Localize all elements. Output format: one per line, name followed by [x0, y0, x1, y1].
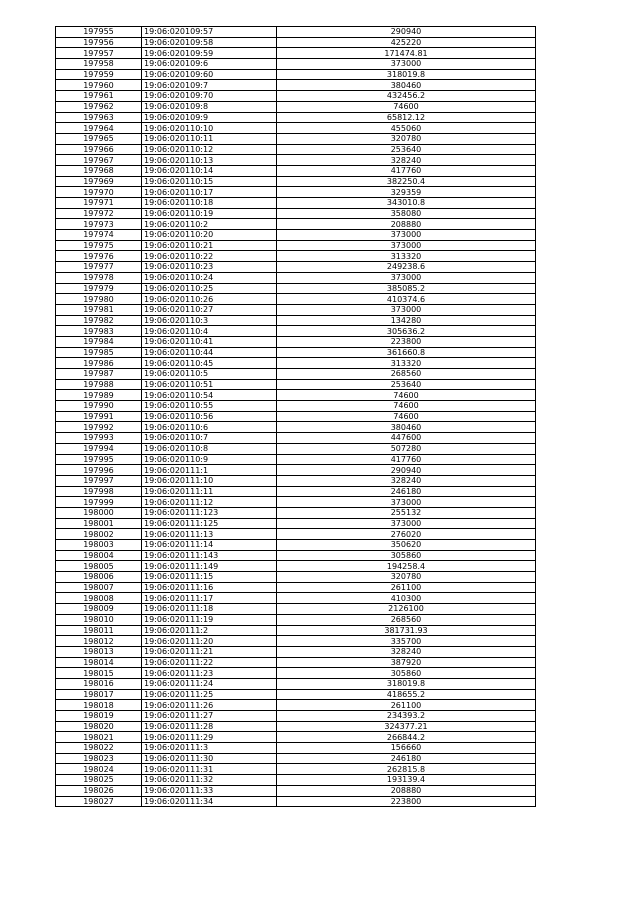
row-id-cell: 198006 [56, 572, 142, 583]
cadastral-number-cell: 19:06:020110:7 [142, 433, 277, 444]
table-row [56, 593, 536, 604]
row-id-cell: 198024 [56, 764, 142, 775]
table-row [56, 700, 536, 711]
table-row [56, 283, 536, 294]
cadastral-number-cell: 19:06:020110:44 [142, 347, 277, 358]
value-cell: 74600 [277, 411, 536, 422]
cadastral-number-cell: 19:06:020110:56 [142, 411, 277, 422]
cadastral-number-cell: 19:06:020111:18 [142, 604, 277, 615]
cadastral-number-cell: 19:06:020110:23 [142, 262, 277, 273]
value-cell: 373000 [277, 304, 536, 315]
value-cell: 380460 [277, 422, 536, 433]
row-id-cell: 197960 [56, 80, 142, 91]
row-id-cell: 197999 [56, 497, 142, 508]
cadastral-number-cell: 19:06:020111:125 [142, 518, 277, 529]
table-row [56, 251, 536, 262]
table-row [56, 133, 536, 144]
table-row [56, 240, 536, 251]
cadastral-number-cell: 19:06:020109:8 [142, 101, 277, 112]
cadastral-number-cell: 19:06:020110:2 [142, 219, 277, 230]
table-row [56, 743, 536, 754]
table-row [56, 582, 536, 593]
value-cell: 387920 [277, 657, 536, 668]
value-cell: 208880 [277, 219, 536, 230]
value-cell: 320780 [277, 133, 536, 144]
table-row [56, 785, 536, 796]
table-row [56, 59, 536, 70]
row-id-cell: 197962 [56, 101, 142, 112]
cadastral-number-cell: 19:06:020111:143 [142, 550, 277, 561]
value-cell: 246180 [277, 753, 536, 764]
table-row [56, 272, 536, 283]
row-id-cell: 197998 [56, 486, 142, 497]
value-cell: 290940 [277, 465, 536, 476]
cadastral-number-cell: 19:06:020110:14 [142, 165, 277, 176]
cadastral-number-cell: 19:06:020111:27 [142, 711, 277, 722]
cadastral-number-cell: 19:06:020111:2 [142, 625, 277, 636]
row-id-cell: 197982 [56, 315, 142, 326]
value-cell: 417760 [277, 165, 536, 176]
cadastral-number-cell: 19:06:020111:12 [142, 497, 277, 508]
table-row [56, 657, 536, 668]
table-row [56, 112, 536, 123]
table-row [56, 572, 536, 583]
table-row [56, 475, 536, 486]
row-id-cell: 197974 [56, 230, 142, 241]
row-id-cell: 197967 [56, 155, 142, 166]
row-id-cell: 198025 [56, 775, 142, 786]
cadastral-number-cell: 19:06:020110:20 [142, 230, 277, 241]
row-id-cell: 197972 [56, 208, 142, 219]
cadastral-number-cell: 19:06:020111:30 [142, 753, 277, 764]
table-row [56, 465, 536, 476]
value-cell: 276020 [277, 529, 536, 540]
row-id-cell: 197981 [56, 304, 142, 315]
value-cell: 156660 [277, 743, 536, 754]
value-cell: 410374.6 [277, 294, 536, 305]
cadastral-number-cell: 19:06:020111:14 [142, 540, 277, 551]
row-id-cell: 197959 [56, 69, 142, 80]
cadastral-number-cell: 19:06:020109:6 [142, 59, 277, 70]
cadastral-number-cell: 19:06:020110:17 [142, 187, 277, 198]
value-cell: 425220 [277, 37, 536, 48]
row-id-cell: 197966 [56, 144, 142, 155]
value-cell: 373000 [277, 497, 536, 508]
cadastral-number-cell: 19:06:020111:10 [142, 475, 277, 486]
cadastral-number-cell: 19:06:020111:34 [142, 796, 277, 807]
table-row [56, 390, 536, 401]
row-id-cell: 198022 [56, 743, 142, 754]
row-id-cell: 197995 [56, 454, 142, 465]
value-cell: 134280 [277, 315, 536, 326]
value-cell: 385085.2 [277, 283, 536, 294]
value-cell: 320780 [277, 572, 536, 583]
row-id-cell: 197996 [56, 465, 142, 476]
cadastral-number-cell: 19:06:020110:22 [142, 251, 277, 262]
table-row [56, 636, 536, 647]
row-id-cell: 197990 [56, 401, 142, 412]
row-id-cell: 198009 [56, 604, 142, 615]
row-id-cell: 198013 [56, 646, 142, 657]
table-row [56, 187, 536, 198]
row-id-cell: 198002 [56, 529, 142, 540]
row-id-cell: 197980 [56, 294, 142, 305]
value-cell: 305636.2 [277, 326, 536, 337]
table-row [56, 198, 536, 209]
value-cell: 382250.4 [277, 176, 536, 187]
row-id-cell: 198005 [56, 561, 142, 572]
value-cell: 318019.8 [277, 678, 536, 689]
value-cell: 328240 [277, 646, 536, 657]
row-id-cell: 197958 [56, 59, 142, 70]
row-id-cell: 197978 [56, 272, 142, 283]
value-cell: 318019.8 [277, 69, 536, 80]
value-cell: 328240 [277, 155, 536, 166]
value-cell: 253640 [277, 379, 536, 390]
cadastral-number-cell: 19:06:020109:7 [142, 80, 277, 91]
row-id-cell: 197975 [56, 240, 142, 251]
table-row [56, 678, 536, 689]
cadastral-number-cell: 19:06:020111:28 [142, 721, 277, 732]
table-row [56, 411, 536, 422]
cadastral-number-cell: 19:06:020110:24 [142, 272, 277, 283]
row-id-cell: 197977 [56, 262, 142, 273]
table-row [56, 69, 536, 80]
table-row [56, 764, 536, 775]
cadastral-number-cell: 19:06:020110:54 [142, 390, 277, 401]
value-cell: 343010.8 [277, 198, 536, 209]
cadastral-number-cell: 19:06:020110:10 [142, 123, 277, 134]
row-id-cell: 197976 [56, 251, 142, 262]
table-row [56, 646, 536, 657]
row-id-cell: 197991 [56, 411, 142, 422]
table-row [56, 336, 536, 347]
value-cell: 171474.81 [277, 48, 536, 59]
row-id-cell: 198008 [56, 593, 142, 604]
row-id-cell: 197979 [56, 283, 142, 294]
table-row [56, 358, 536, 369]
value-cell: 328240 [277, 475, 536, 486]
cadastral-number-cell: 19:06:020111:17 [142, 593, 277, 604]
value-cell: 350620 [277, 540, 536, 551]
value-cell: 268560 [277, 369, 536, 380]
row-id-cell: 198010 [56, 614, 142, 625]
row-id-cell: 197997 [56, 475, 142, 486]
value-cell: 290940 [277, 27, 536, 38]
cadastral-number-cell: 19:06:020110:3 [142, 315, 277, 326]
row-id-cell: 198014 [56, 657, 142, 668]
row-id-cell: 198016 [56, 678, 142, 689]
table-row [56, 518, 536, 529]
table-row [56, 315, 536, 326]
value-cell: 361660.8 [277, 347, 536, 358]
table-row [56, 123, 536, 134]
cadastral-number-cell: 19:06:020110:25 [142, 283, 277, 294]
table-row [56, 561, 536, 572]
value-cell: 373000 [277, 230, 536, 241]
cadastral-number-cell: 19:06:020110:27 [142, 304, 277, 315]
table-row [56, 48, 536, 59]
cadastral-number-cell: 19:06:020111:24 [142, 678, 277, 689]
row-id-cell: 197969 [56, 176, 142, 187]
value-cell: 381731.93 [277, 625, 536, 636]
table-row [56, 37, 536, 48]
cadastral-number-cell: 19:06:020110:11 [142, 133, 277, 144]
row-id-cell: 197983 [56, 326, 142, 337]
row-id-cell: 197961 [56, 91, 142, 102]
value-cell: 358080 [277, 208, 536, 219]
table-row [56, 379, 536, 390]
value-cell: 74600 [277, 390, 536, 401]
table-row [56, 689, 536, 700]
value-cell: 223800 [277, 796, 536, 807]
value-cell: 313320 [277, 251, 536, 262]
row-id-cell: 198026 [56, 785, 142, 796]
cadastral-number-cell: 19:06:020109:59 [142, 48, 277, 59]
row-id-cell: 198012 [56, 636, 142, 647]
table-row [56, 91, 536, 102]
row-id-cell: 197984 [56, 336, 142, 347]
table-row [56, 753, 536, 764]
table-row [56, 165, 536, 176]
row-id-cell: 197987 [56, 369, 142, 380]
row-id-cell: 197963 [56, 112, 142, 123]
cadastral-number-cell: 19:06:020110:15 [142, 176, 277, 187]
table-row [56, 614, 536, 625]
row-id-cell: 197973 [56, 219, 142, 230]
cadastral-number-cell: 19:06:020110:5 [142, 369, 277, 380]
value-cell: 447600 [277, 433, 536, 444]
cadastral-number-cell: 19:06:020111:29 [142, 732, 277, 743]
row-id-cell: 197965 [56, 133, 142, 144]
cadastral-number-cell: 19:06:020110:41 [142, 336, 277, 347]
row-id-cell: 198003 [56, 540, 142, 551]
row-id-cell: 198011 [56, 625, 142, 636]
row-id-cell: 197964 [56, 123, 142, 134]
row-id-cell: 198007 [56, 582, 142, 593]
table-row [56, 155, 536, 166]
cadastral-number-cell: 19:06:020110:19 [142, 208, 277, 219]
table-row [56, 262, 536, 273]
row-id-cell: 198020 [56, 721, 142, 732]
value-cell: 268560 [277, 614, 536, 625]
table-row [56, 775, 536, 786]
table-row [56, 422, 536, 433]
cadastral-number-cell: 19:06:020111:23 [142, 668, 277, 679]
table-row [56, 497, 536, 508]
cadastral-number-cell: 19:06:020110:21 [142, 240, 277, 251]
cadastral-number-cell: 19:06:020109:70 [142, 91, 277, 102]
data-table [55, 26, 536, 807]
cadastral-number-cell: 19:06:020111:33 [142, 785, 277, 796]
table-row [56, 326, 536, 337]
cadastral-number-cell: 19:06:020111:26 [142, 700, 277, 711]
value-cell: 329359 [277, 187, 536, 198]
row-id-cell: 198027 [56, 796, 142, 807]
row-id-cell: 198001 [56, 518, 142, 529]
cadastral-number-cell: 19:06:020111:19 [142, 614, 277, 625]
value-cell: 455060 [277, 123, 536, 134]
cadastral-number-cell: 19:06:020110:45 [142, 358, 277, 369]
table-row [56, 540, 536, 551]
cadastral-number-cell: 19:06:020110:4 [142, 326, 277, 337]
value-cell: 262815.8 [277, 764, 536, 775]
table-row [56, 347, 536, 358]
table-row [56, 304, 536, 315]
cadastral-number-cell: 19:06:020111:25 [142, 689, 277, 700]
table-row [56, 507, 536, 518]
row-id-cell: 198000 [56, 507, 142, 518]
cadastral-number-cell: 19:06:020111:123 [142, 507, 277, 518]
row-id-cell: 197993 [56, 433, 142, 444]
cadastral-number-cell: 19:06:020111:3 [142, 743, 277, 754]
table-row [56, 101, 536, 112]
row-id-cell: 197986 [56, 358, 142, 369]
row-id-cell: 197994 [56, 443, 142, 454]
row-id-cell: 198017 [56, 689, 142, 700]
value-cell: 417760 [277, 454, 536, 465]
value-cell: 261100 [277, 582, 536, 593]
table-row [56, 529, 536, 540]
table-row [56, 144, 536, 155]
value-cell: 223800 [277, 336, 536, 347]
row-id-cell: 197957 [56, 48, 142, 59]
cadastral-number-cell: 19:06:020109:60 [142, 69, 277, 80]
value-cell: 313320 [277, 358, 536, 369]
value-cell: 249238.6 [277, 262, 536, 273]
value-cell: 255132 [277, 507, 536, 518]
cadastral-number-cell: 19:06:020110:9 [142, 454, 277, 465]
value-cell: 2126100 [277, 604, 536, 615]
value-cell: 305860 [277, 668, 536, 679]
cadastral-number-cell: 19:06:020110:8 [142, 443, 277, 454]
cadastral-number-cell: 19:06:020110:6 [142, 422, 277, 433]
row-id-cell: 197988 [56, 379, 142, 390]
table-body [56, 27, 536, 807]
row-id-cell: 197955 [56, 27, 142, 38]
table-row [56, 401, 536, 412]
cadastral-number-cell: 19:06:020109:58 [142, 37, 277, 48]
table-row [56, 433, 536, 444]
value-cell: 324377.21 [277, 721, 536, 732]
row-id-cell: 198021 [56, 732, 142, 743]
value-cell: 373000 [277, 518, 536, 529]
cadastral-number-cell: 19:06:020111:21 [142, 646, 277, 657]
row-id-cell: 198023 [56, 753, 142, 764]
row-id-cell: 197985 [56, 347, 142, 358]
table-row [56, 796, 536, 807]
table-row [56, 604, 536, 615]
row-id-cell: 197971 [56, 198, 142, 209]
cadastral-number-cell: 19:06:020110:12 [142, 144, 277, 155]
value-cell: 410300 [277, 593, 536, 604]
value-cell: 373000 [277, 240, 536, 251]
table-row [56, 294, 536, 305]
value-cell: 373000 [277, 59, 536, 70]
cadastral-number-cell: 19:06:020111:15 [142, 572, 277, 583]
cadastral-number-cell: 19:06:020111:16 [142, 582, 277, 593]
table-row [56, 80, 536, 91]
table-row [56, 486, 536, 497]
value-cell: 266844.2 [277, 732, 536, 743]
table-row [56, 732, 536, 743]
value-cell: 246180 [277, 486, 536, 497]
value-cell: 234393.2 [277, 711, 536, 722]
value-cell: 74600 [277, 101, 536, 112]
value-cell: 305860 [277, 550, 536, 561]
cadastral-number-cell: 19:06:020111:31 [142, 764, 277, 775]
row-id-cell: 197992 [56, 422, 142, 433]
cadastral-number-cell: 19:06:020110:18 [142, 198, 277, 209]
value-cell: 194258.4 [277, 561, 536, 572]
table-row [56, 443, 536, 454]
table-row [56, 230, 536, 241]
row-id-cell: 197956 [56, 37, 142, 48]
table-row [56, 550, 536, 561]
cadastral-number-cell: 19:06:020109:9 [142, 112, 277, 123]
table-row [56, 668, 536, 679]
row-id-cell: 198019 [56, 711, 142, 722]
value-cell: 507280 [277, 443, 536, 454]
table-row [56, 625, 536, 636]
cadastral-number-cell: 19:06:020109:57 [142, 27, 277, 38]
value-cell: 432456.2 [277, 91, 536, 102]
table-row [56, 208, 536, 219]
value-cell: 208880 [277, 785, 536, 796]
table-row [56, 369, 536, 380]
cadastral-number-cell: 19:06:020111:22 [142, 657, 277, 668]
cadastral-number-cell: 19:06:020111:20 [142, 636, 277, 647]
value-cell: 261100 [277, 700, 536, 711]
value-cell: 65812.12 [277, 112, 536, 123]
table-row [56, 27, 536, 38]
row-id-cell: 198018 [56, 700, 142, 711]
table-row [56, 176, 536, 187]
cadastral-number-cell: 19:06:020111:13 [142, 529, 277, 540]
value-cell: 335700 [277, 636, 536, 647]
table-row [56, 711, 536, 722]
cadastral-number-cell: 19:06:020111:1 [142, 465, 277, 476]
cadastral-number-cell: 19:06:020110:51 [142, 379, 277, 390]
cadastral-number-cell: 19:06:020111:11 [142, 486, 277, 497]
value-cell: 74600 [277, 401, 536, 412]
cadastral-number-cell: 19:06:020110:13 [142, 155, 277, 166]
row-id-cell: 198004 [56, 550, 142, 561]
value-cell: 193139.4 [277, 775, 536, 786]
row-id-cell: 197970 [56, 187, 142, 198]
table-row [56, 721, 536, 732]
value-cell: 253640 [277, 144, 536, 155]
value-cell: 373000 [277, 272, 536, 283]
cadastral-number-cell: 19:06:020111:32 [142, 775, 277, 786]
row-id-cell: 197989 [56, 390, 142, 401]
value-cell: 380460 [277, 80, 536, 91]
row-id-cell: 197968 [56, 165, 142, 176]
cadastral-number-cell: 19:06:020110:55 [142, 401, 277, 412]
row-id-cell: 198015 [56, 668, 142, 679]
value-cell: 418655.2 [277, 689, 536, 700]
cadastral-number-cell: 19:06:020111:149 [142, 561, 277, 572]
cadastral-number-cell: 19:06:020110:26 [142, 294, 277, 305]
table-row [56, 219, 536, 230]
table-row [56, 454, 536, 465]
